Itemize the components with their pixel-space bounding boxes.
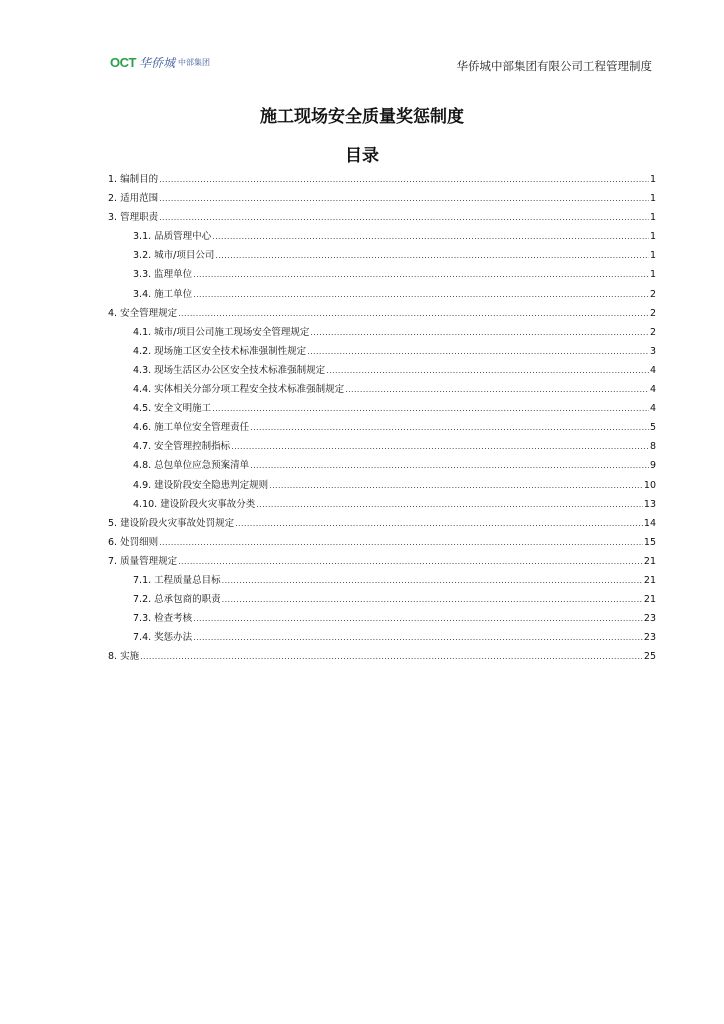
toc-entry-page: 4 (649, 403, 656, 415)
toc-entry-label: 7. 质量管理规定 (108, 555, 178, 567)
dot-leader (159, 533, 643, 552)
toc-entry-label: 2. 适用范围 (108, 193, 159, 205)
toc-entry-page: 21 (643, 555, 656, 567)
toc-entry-label: 3.4. 施工单位 (133, 288, 193, 300)
toc-entry[interactable] (108, 208, 656, 227)
toc-entry[interactable] (108, 399, 656, 418)
toc-entry[interactable] (108, 571, 656, 590)
toc-entry-page: 15 (643, 536, 656, 548)
toc-entry-label: 8. 实施 (108, 651, 140, 663)
toc-entry[interactable] (108, 304, 656, 323)
toc-entry[interactable] (108, 628, 656, 647)
dot-leader (193, 265, 649, 284)
toc-entry[interactable] (108, 590, 656, 609)
toc-entry-label: 3.2. 城市/项目公司 (133, 250, 215, 262)
toc-entry[interactable] (108, 227, 656, 246)
toc-entry-page: 2 (649, 326, 656, 338)
dot-leader (215, 246, 649, 265)
dot-leader (159, 189, 649, 208)
toc-entry-label: 7.1. 工程质量总目标 (133, 574, 221, 586)
toc-entry-page: 9 (649, 460, 656, 472)
toc-entry-page: 8 (649, 441, 656, 453)
toc-entry[interactable] (108, 380, 656, 399)
toc-entry[interactable] (108, 418, 656, 437)
dot-leader (256, 495, 643, 514)
dot-leader (310, 323, 649, 342)
dot-leader (193, 285, 649, 304)
dot-leader (159, 170, 649, 189)
toc-entry-label: 7.3. 检查考核 (133, 613, 193, 625)
toc-entry-label: 7.4. 奖惩办法 (133, 632, 193, 644)
toc-entry-page: 1 (649, 231, 656, 243)
dot-leader (193, 609, 643, 628)
toc-entry[interactable] (108, 552, 656, 571)
logo-subtitle: 中部集团 (177, 58, 210, 67)
toc-entry[interactable] (108, 342, 656, 361)
dot-leader (212, 227, 649, 246)
toc-entry-label: 3.3. 监理单位 (133, 269, 193, 281)
dot-leader (307, 342, 649, 361)
dot-leader (193, 628, 643, 647)
table-of-contents (108, 170, 656, 666)
dot-leader (222, 590, 643, 609)
dot-leader (250, 418, 649, 437)
toc-entry-page: 4 (649, 384, 656, 396)
dot-leader (178, 552, 643, 571)
toc-entry-label: 4.3. 现场生活区办公区安全技术标准强制规定 (133, 364, 326, 376)
toc-entry-label: 4.4. 实体相关分部分项工程安全技术标准强制规定 (133, 384, 345, 396)
logo-script: 华侨城 (138, 56, 175, 70)
toc-entry[interactable] (108, 456, 656, 475)
dot-leader (345, 380, 649, 399)
toc-entry[interactable] (108, 514, 656, 533)
toc-entry[interactable] (108, 170, 656, 189)
company-logo (110, 54, 210, 71)
toc-entry-page: 21 (643, 594, 656, 606)
toc-entry-label: 4.7. 安全管理控制指标 (133, 441, 231, 453)
dot-leader (250, 456, 649, 475)
toc-entry-page: 21 (643, 574, 656, 586)
toc-entry[interactable] (108, 647, 656, 666)
toc-entry-label: 3.1. 品质管理中心 (133, 231, 212, 243)
toc-entry-label: 4.6. 施工单位安全管理责任 (133, 422, 250, 434)
dot-leader (159, 208, 649, 227)
toc-entry-page: 10 (643, 479, 656, 491)
toc-entry-page: 2 (649, 307, 656, 319)
toc-entry[interactable] (108, 246, 656, 265)
toc-entry[interactable] (108, 533, 656, 552)
toc-entry-label: 4.8. 总包单位应急预案清单 (133, 460, 250, 472)
toc-entry-label: 4.2. 现场施工区安全技术标准强制性规定 (133, 345, 307, 357)
toc-entry-label: 4. 安全管理规定 (108, 307, 178, 319)
toc-entry-label: 3. 管理职责 (108, 212, 159, 224)
dot-leader (235, 514, 643, 533)
toc-entry-page: 14 (643, 517, 656, 529)
toc-entry-page: 25 (643, 651, 656, 663)
toc-entry[interactable] (108, 609, 656, 628)
toc-entry[interactable] (108, 189, 656, 208)
toc-entry-label: 4.10. 建设阶段火灾事故分类 (133, 498, 256, 510)
toc-entry-page: 1 (649, 250, 656, 262)
toc-entry-label: 6. 处罚细则 (108, 536, 159, 548)
dot-leader (212, 399, 649, 418)
toc-entry-label: 5. 建设阶段火灾事故处罚规定 (108, 517, 235, 529)
toc-entry-page: 1 (649, 193, 656, 205)
toc-entry-label: 4.1. 城市/项目公司施工现场安全管理规定 (133, 326, 310, 338)
toc-entry-page: 1 (649, 212, 656, 224)
toc-entry-page: 1 (649, 174, 656, 185)
toc-entry-page: 23 (643, 632, 656, 644)
toc-entry-label: 4.5. 安全文明施工 (133, 403, 212, 415)
toc-entry[interactable] (108, 323, 656, 342)
toc-entry[interactable] (108, 437, 656, 456)
toc-entry-label: 1. 编制目的 (108, 174, 159, 185)
toc-entry-page: 13 (643, 498, 656, 510)
toc-entry-page: 3 (649, 345, 656, 357)
document-title: 施工现场安全质量奖惩制度 (260, 107, 464, 127)
toc-entry[interactable] (108, 285, 656, 304)
dot-leader (326, 361, 649, 380)
toc-entry-label: 7.2. 总承包商的职责 (133, 594, 221, 606)
toc-entry[interactable] (108, 495, 656, 514)
dot-leader (269, 476, 643, 495)
toc-heading: 目录 (345, 146, 379, 166)
dot-leader (231, 437, 649, 456)
dot-leader (222, 571, 643, 590)
toc-entry-page: 1 (649, 269, 656, 281)
toc-entry[interactable] (108, 265, 656, 284)
toc-entry-page: 23 (643, 613, 656, 625)
toc-entry-label: 4.9. 建设阶段安全隐患判定规则 (133, 479, 269, 491)
toc-entry[interactable] (108, 361, 656, 380)
toc-entry-page: 2 (649, 288, 656, 300)
logo-mark: OCT (110, 55, 136, 70)
toc-entry[interactable] (108, 476, 656, 495)
dot-leader (140, 647, 643, 666)
dot-leader (178, 304, 649, 323)
toc-entry-page: 5 (649, 422, 656, 434)
toc-entry-page: 4 (649, 364, 656, 376)
header-company-name: 华侨城中部集团有限公司工程管理制度 (456, 59, 652, 73)
